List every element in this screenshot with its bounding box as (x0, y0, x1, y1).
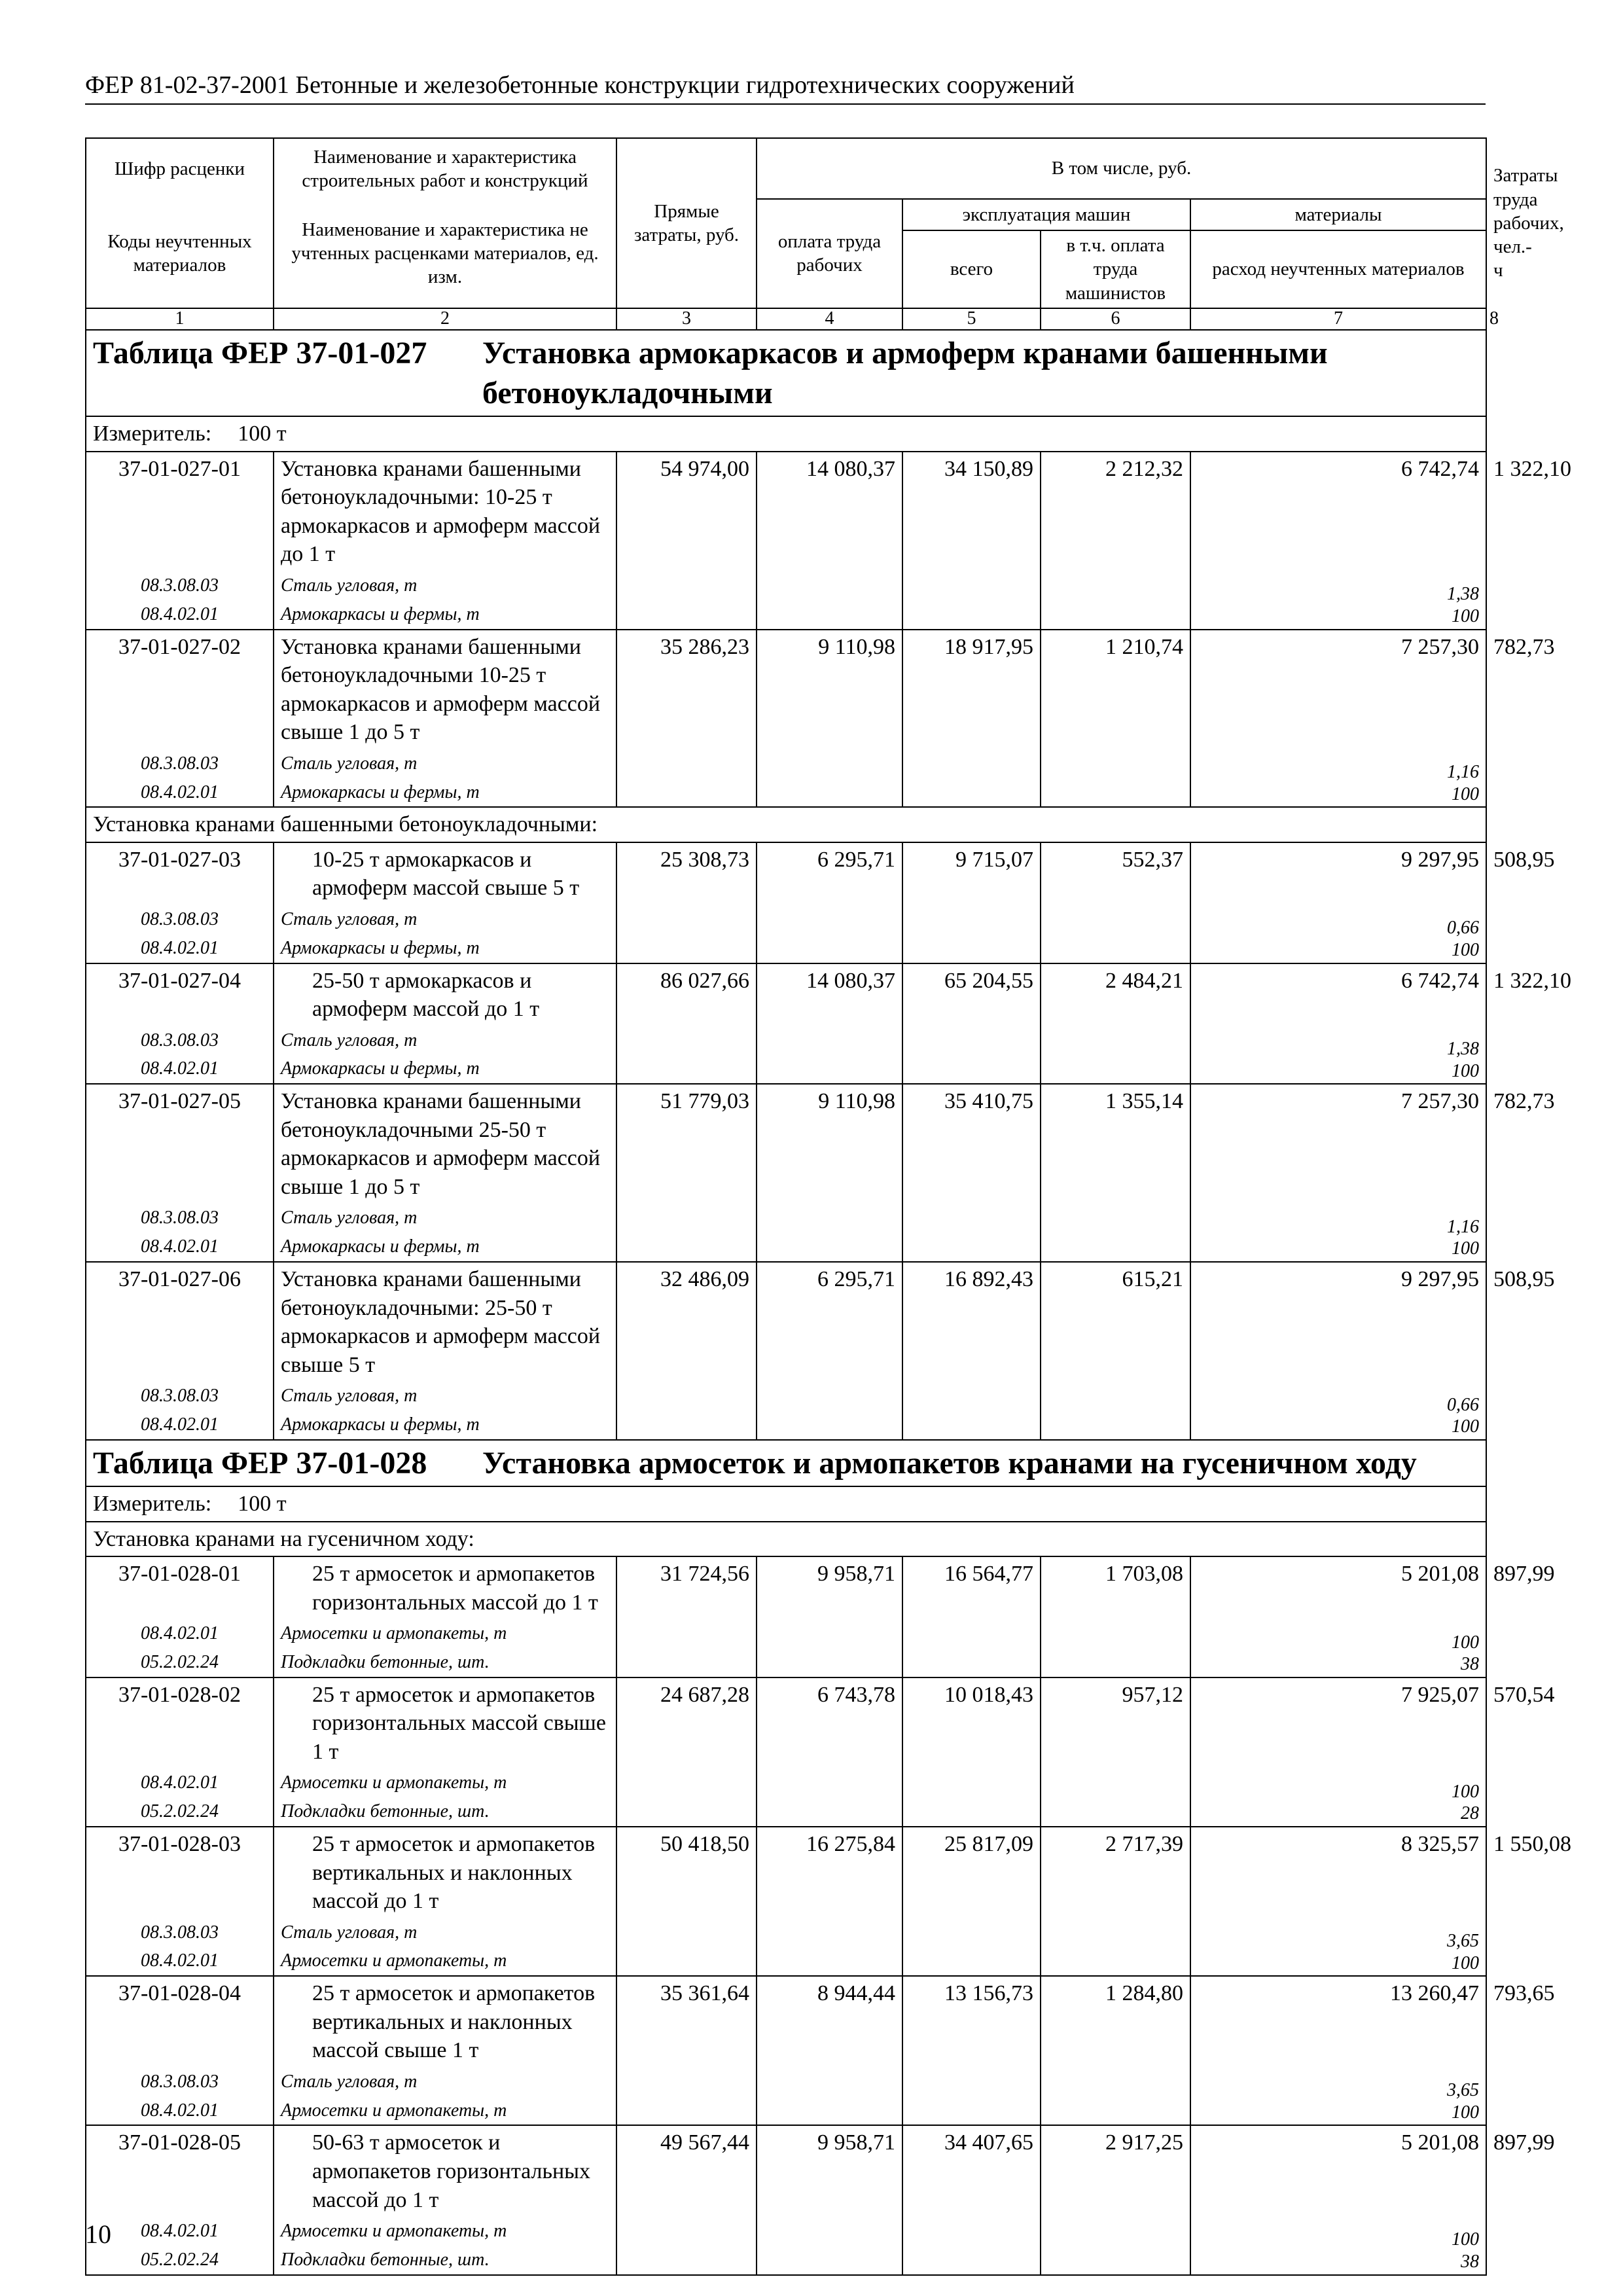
rate-code: 37-01-027-05 (86, 1084, 274, 1204)
material-qty: 1,38 (1447, 584, 1479, 605)
value-mach: 18 917,95 (902, 630, 1041, 808)
page-header: ФЕР 81-02-37-2001 Бетонные и железобетонные конструкции гидротехнических сооружений (85, 71, 1486, 105)
meter (86, 416, 1486, 452)
value-materials (1190, 1556, 1486, 1677)
col-number: 5 (902, 308, 1041, 330)
col-header-code: Шифр расценки (86, 138, 274, 199)
material-code: 08.3.08.03 (86, 1918, 274, 1947)
material-qty: 100 (1452, 1238, 1479, 1259)
material-qty: 3,65 (1447, 2080, 1479, 2101)
value-materials (1190, 1677, 1486, 1827)
material-code: 08.4.02.01 (86, 1410, 274, 1440)
material-qty: 100 (1452, 606, 1479, 627)
table-number: Таблица ФЕР 37-01-027 (93, 335, 427, 370)
table-title-row (86, 330, 1486, 417)
material-code: 08.4.02.01 (86, 778, 274, 808)
material-name: Армокаркасы и фермы, т (274, 1232, 616, 1262)
value-labor: 9 110,98 (757, 1084, 902, 1262)
material-qty: 0,66 (1447, 1394, 1479, 1415)
value-machinists: 1 210,74 (1041, 630, 1190, 808)
value-mach: 16 892,43 (902, 1262, 1041, 1440)
material-name: Армосетки и армопакеты, т (274, 2217, 616, 2246)
value-direct: 25 308,73 (616, 842, 757, 963)
materials-cost: 13 260,47 (1390, 1981, 1479, 2006)
meter (86, 1486, 1486, 1522)
material-qty: 100 (1452, 1632, 1479, 1653)
value-materials (1190, 1976, 1486, 2125)
material-code: 05.2.02.24 (86, 2246, 274, 2275)
value-labor: 9 958,71 (757, 2125, 902, 2274)
meter-label: Измеритель: (93, 1492, 212, 1516)
table-name: Установка армокаркасов и армоферм кранами башенными бетоноукладочными (482, 335, 1328, 410)
material-code: 08.3.08.03 (86, 749, 274, 778)
material-code: 08.4.02.01 (86, 1054, 274, 1084)
meter-value: 100 т (238, 422, 287, 446)
value-mach: 34 150,89 (902, 452, 1041, 630)
value-machinists: 552,37 (1041, 842, 1190, 963)
material-quantities (1452, 1632, 1479, 1676)
table-row: 37-01-028-04 25 т армосеток и армопакетов вертикальных и наклонных массой свыше 1 т 35 361,64 8 944,44 13 156,73 1 284,80 13 260,47 3,65 100 793,65 (86, 1976, 1486, 2068)
value-machinists: 615,21 (1041, 1262, 1190, 1440)
col-header-materials-spend: расход неучтенных материалов (1190, 230, 1486, 308)
value-direct: 49 567,44 (616, 2125, 757, 2274)
materials-cost: 9 297,95 (1401, 847, 1479, 872)
material-name: Сталь угловая, т (274, 1026, 616, 1055)
rate-code: 37-01-027-02 (86, 630, 274, 749)
material-code: 08.4.02.01 (86, 934, 274, 963)
material-name: Подкладки бетонные, шт. (274, 1648, 616, 1677)
value-materials (1190, 1827, 1486, 1976)
rate-code: 37-01-027-06 (86, 1262, 274, 1382)
value-direct: 86 027,66 (616, 963, 757, 1085)
value-labor: 6 295,71 (757, 842, 902, 963)
rate-code: 37-01-027-03 (86, 842, 274, 905)
value-materials (1190, 452, 1486, 630)
material-name: Сталь угловая, т (274, 749, 616, 778)
col-header-mat-codes: Коды неучтенных материалов (86, 199, 274, 308)
rate-code: 37-01-027-04 (86, 963, 274, 1026)
material-qty: 1,16 (1447, 762, 1479, 783)
material-code: 08.4.02.01 (86, 2217, 274, 2246)
material-code: 08.3.08.03 (86, 1204, 274, 1232)
subheading-row (86, 807, 1486, 842)
material-code: 08.4.02.01 (86, 2096, 274, 2126)
material-code: 08.4.02.01 (86, 1619, 274, 1648)
value-labor: 14 080,37 (757, 452, 902, 630)
table-row: 37-01-027-06 Установка кранами башенными бетоноукладочными: 25-50 т армокаркасов и армоферм массой свыше 5 т 32 486,09 6 295,71 16 892,43 615,21 9 297,95 0,66 100 508,95 (86, 1262, 1486, 1382)
value-direct: 24 687,28 (616, 1677, 757, 1827)
material-code: 08.3.08.03 (86, 571, 274, 600)
work-name: 25 т армосеток и армопакетов вертикальных и наклонных массой свыше 1 т (274, 1976, 616, 2068)
material-quantities (1447, 1930, 1479, 1974)
material-qty: 100 (1452, 1060, 1479, 1081)
material-code: 05.2.02.24 (86, 1797, 274, 1827)
value-mach: 10 018,43 (902, 1677, 1041, 1827)
material-name: Подкладки бетонные, шт. (274, 2246, 616, 2275)
value-direct: 50 418,50 (616, 1827, 757, 1976)
material-name: Армокаркасы и фермы, т (274, 600, 616, 630)
work-name: 50-63 т армосеток и армопакетов горизонтальных массой до 1 т (274, 2125, 616, 2217)
material-code: 08.3.08.03 (86, 1026, 274, 1055)
value-machinists: 2 917,25 (1041, 2125, 1190, 2274)
table-number: Таблица ФЕР 37-01-028 (93, 1445, 427, 1480)
material-name: Сталь угловая, т (274, 1382, 616, 1410)
subheading-row (86, 1522, 1486, 1557)
material-quantities (1447, 583, 1479, 627)
col-header-direct: Прямые затраты, руб. (616, 138, 757, 308)
value-machinists: 1 355,14 (1041, 1084, 1190, 1262)
value-materials (1190, 2125, 1486, 2274)
value-direct: 32 486,09 (616, 1262, 757, 1440)
material-qty: 38 (1461, 1654, 1479, 1675)
value-materials (1190, 963, 1486, 1085)
work-name: Установка кранами башенными бетоноукладочными 25-50 т армокаркасов и армоферм массой свыше 1 до 5 т (274, 1084, 616, 1204)
materials-cost: 6 742,74 (1401, 456, 1479, 481)
material-quantities (1452, 1781, 1479, 1825)
value-machinists: 2 717,39 (1041, 1827, 1190, 1976)
value-direct: 35 286,23 (616, 630, 757, 808)
table-name: Установка армосеток и армопакетов кранами на гусеничном ходу (482, 1445, 1417, 1480)
table-row: 37-01-027-01 Установка кранами башенными бетоноукладочными: 10-25 т армокаркасов и армоферм массой до 1 т 54 974,00 14 080,37 34 150,89 2 212,32 6 742,74 1,38 100 1 322,10 (86, 452, 1486, 571)
value-labor: 14 080,37 (757, 963, 902, 1085)
materials-cost: 8 325,57 (1401, 1832, 1479, 1857)
value-mach: 9 715,07 (902, 842, 1041, 963)
value-labor: 6 743,78 (757, 1677, 902, 1827)
table-row: 37-01-028-05 50-63 т армосеток и армопакетов горизонтальных массой до 1 т 49 567,44 9 958,71 34 407,65 2 917,25 5 201,08 100 38 897,99 (86, 2125, 1486, 2217)
materials-cost: 5 201,08 (1401, 2130, 1479, 2155)
materials-cost: 6 742,74 (1401, 968, 1479, 993)
material-code: 05.2.02.24 (86, 1648, 274, 1677)
col-header-name: Наименование и характеристика строительных работ и конструкций (274, 138, 616, 199)
material-qty: 0,66 (1447, 918, 1479, 939)
value-direct: 51 779,03 (616, 1084, 757, 1262)
material-name: Армосетки и армопакеты, т (274, 1946, 616, 1976)
material-name: Армокаркасы и фермы, т (274, 1410, 616, 1440)
value-labor: 6 295,71 (757, 1262, 902, 1440)
materials-cost: 9 297,95 (1401, 1266, 1479, 1291)
work-name: Установка кранами башенными бетоноукладочными: 10-25 т армокаркасов и армоферм массой до 1 т (274, 452, 616, 571)
table-title (86, 1440, 1486, 1486)
col-number: 4 (757, 308, 902, 330)
col-header-machines-total: всего (902, 230, 1041, 308)
material-qty: 28 (1461, 1803, 1479, 1824)
material-name: Армосетки и армопакеты, т (274, 2096, 616, 2126)
col-header-mat-names: Наименование и характеристика не учтенных расценками материалов, ед. изм. (274, 199, 616, 308)
table-title (86, 330, 1486, 417)
material-name: Сталь угловая, т (274, 1204, 616, 1232)
material-code: 08.4.02.01 (86, 1946, 274, 1976)
table-row: 37-01-027-03 10-25 т армокаркасов и армоферм массой свыше 5 т 25 308,73 6 295,71 9 715,07 552,37 9 297,95 0,66 100 508,95 (86, 842, 1486, 905)
col-header-machinists-pay: в т.ч. оплата труда машинистов (1041, 230, 1190, 308)
meter-row (86, 1486, 1486, 1522)
material-qty: 38 (1461, 2251, 1479, 2272)
col-number: 3 (616, 308, 757, 330)
rate-code: 37-01-028-01 (86, 1556, 274, 1619)
col-number: 2 (274, 308, 616, 330)
materials-cost: 7 257,30 (1401, 1089, 1479, 1114)
col-header-machines: эксплуатация машин (902, 199, 1190, 230)
meter-label: Измеритель: (93, 422, 212, 446)
material-name: Подкладки бетонные, шт. (274, 1797, 616, 1827)
value-mach: 65 204,55 (902, 963, 1041, 1085)
rate-code: 37-01-027-01 (86, 452, 274, 571)
value-mach: 13 156,73 (902, 1976, 1041, 2125)
col-number: 1 (86, 308, 274, 330)
work-name: Установка кранами башенными бетоноукладочными 10-25 т армокаркасов и армоферм массой свыше 1 до 5 т (274, 630, 616, 749)
table-row: 37-01-028-02 25 т армосеток и армопакетов горизонтальных массой свыше 1 т 24 687,28 6 743,78 10 018,43 957,12 7 925,07 100 28 570,54 (86, 1677, 1486, 1769)
materials-cost: 7 925,07 (1401, 1682, 1479, 1707)
table-row: 37-01-027-05 Установка кранами башенными бетоноукладочными 25-50 т армокаркасов и армоферм массой свыше 1 до 5 т 51 779,03 9 110,98 35 410,75 1 355,14 7 257,30 1,16 100 782,73 (86, 1084, 1486, 1204)
material-code: 08.3.08.03 (86, 2068, 274, 2096)
value-labor: 9 110,98 (757, 630, 902, 808)
material-name: Сталь угловая, т (274, 571, 616, 600)
table-row: 37-01-027-04 25-50 т армокаркасов и армоферм массой до 1 т 86 027,66 14 080,37 65 204,55 2 484,21 6 742,74 1,38 100 1 322,10 (86, 963, 1486, 1026)
rate-code: 37-01-028-02 (86, 1677, 274, 1769)
rate-code: 37-01-028-03 (86, 1827, 274, 1918)
material-code: 08.3.08.03 (86, 905, 274, 934)
col-number: 7 (1190, 308, 1486, 330)
material-name: Армокаркасы и фермы, т (274, 934, 616, 963)
table-row: 37-01-027-02 Установка кранами башенными бетоноукладочными 10-25 т армокаркасов и армоферм массой свыше 1 до 5 т 35 286,23 9 110,98 18 917,95 1 210,74 7 257,30 1,16 100 782,73 (86, 630, 1486, 749)
material-name: Армокаркасы и фермы, т (274, 1054, 616, 1084)
material-quantities (1447, 1216, 1479, 1260)
rate-code: 37-01-028-04 (86, 1976, 274, 2068)
meter-value: 100 т (238, 1492, 287, 1516)
work-name: 25 т армосеток и армопакетов горизонтальных массой до 1 т (274, 1556, 616, 1619)
table-row: 37-01-028-01 25 т армосеток и армопакетов горизонтальных массой до 1 т 31 724,56 9 958,71 16 564,77 1 703,08 5 201,08 100 38 897,99 (86, 1556, 1486, 1619)
material-code: 08.3.08.03 (86, 1382, 274, 1410)
col-header-incl: В том числе, руб. (757, 138, 1486, 199)
meter-row (86, 416, 1486, 452)
materials-cost: 5 201,08 (1401, 1562, 1479, 1587)
value-machinists: 1 284,80 (1041, 1976, 1190, 2125)
material-qty: 100 (1452, 939, 1479, 960)
material-name: Армокаркасы и фермы, т (274, 778, 616, 808)
material-qty: 100 (1452, 1952, 1479, 1973)
material-qty: 3,65 (1447, 1931, 1479, 1952)
value-machinists: 2 484,21 (1041, 963, 1190, 1085)
work-name: 25 т армосеток и армопакетов горизонтальных массой свыше 1 т (274, 1677, 616, 1769)
material-name: Сталь угловая, т (274, 905, 616, 934)
value-mach: 34 407,65 (902, 2125, 1041, 2274)
material-quantities (1452, 2229, 1479, 2272)
value-direct: 54 974,00 (616, 452, 757, 630)
value-machinists: 1 703,08 (1041, 1556, 1190, 1677)
material-code: 08.4.02.01 (86, 1768, 274, 1797)
value-labor: 16 275,84 (757, 1827, 902, 1976)
material-qty: 100 (1452, 2229, 1479, 2250)
table-row: 37-01-028-03 25 т армосеток и армопакетов вертикальных и наклонных массой до 1 т 50 418,50 16 275,84 25 817,09 2 717,39 8 325,57 3,65 100 1 550,08 (86, 1827, 1486, 1918)
material-code: 08.4.02.01 (86, 600, 274, 630)
page-number: 10 (85, 2219, 111, 2249)
work-name: 25-50 т армокаркасов и армоферм массой до 1 т (274, 963, 616, 1026)
materials-cost: 7 257,30 (1401, 634, 1479, 659)
value-labor: 9 958,71 (757, 1556, 902, 1677)
material-name: Армосетки и армопакеты, т (274, 1768, 616, 1797)
subheading: Установка кранами на гусеничном ходу: (86, 1522, 1486, 1557)
material-qty: 1,38 (1447, 1039, 1479, 1060)
material-quantities (1447, 917, 1479, 961)
value-materials (1190, 842, 1486, 963)
work-name: 10-25 т армокаркасов и армоферм массой свыше 5 т (274, 842, 616, 905)
material-name: Сталь угловая, т (274, 2068, 616, 2096)
material-qty: 100 (1452, 2102, 1479, 2123)
material-name: Сталь угловая, т (274, 1918, 616, 1947)
material-qty: 100 (1452, 783, 1479, 804)
value-materials (1190, 630, 1486, 808)
material-quantities (1447, 1394, 1479, 1438)
material-name: Армосетки и армопакеты, т (274, 1619, 616, 1648)
value-direct: 31 724,56 (616, 1556, 757, 1677)
material-code: 08.4.02.01 (86, 1232, 274, 1262)
work-name: 25 т армосеток и армопакетов вертикальных и наклонных массой до 1 т (274, 1827, 616, 1918)
material-quantities (1447, 1038, 1479, 1082)
material-quantities (1447, 2079, 1479, 2123)
material-quantities (1447, 761, 1479, 805)
work-name: Установка кранами башенными бетоноукладочными: 25-50 т армокаркасов и армоферм массой свыше 5 т (274, 1262, 616, 1382)
material-qty: 1,16 (1447, 1216, 1479, 1237)
col-header-labor-pay: оплата труда рабочих (757, 199, 902, 308)
table-title-row (86, 1440, 1486, 1486)
col-header-materials: материалы (1190, 199, 1486, 230)
value-labor: 8 944,44 (757, 1976, 902, 2125)
value-mach: 25 817,09 (902, 1827, 1041, 1976)
value-direct: 35 361,64 (616, 1976, 757, 2125)
value-machinists: 2 212,32 (1041, 452, 1190, 630)
rates-table: Шифр расценки Наименование и характеристика строительных работ и конструкций Прямые затраты, руб. В том числе, руб. Затраты труда рабочих, чел.-ч Коды неучтенных материалов Наименование и характеристика не учтенных расценками материалов, ед. изм. оплата труда рабочих эксплуатация машин материалы всего в т.ч. оплата труда машинистов расход неучтенных материалов 1 2 3 4 5 6 7 8 Таблица ФЕР 37-01-027 Установка армокаркасов и армоферм кранами башенными бетоноукладочными Измеритель: 100 т 37-01-027-01 Установка кранами башенными бетоноукладочными: 10-25 т армокаркасов и армоферм массой до 1 т 54 974,00 14 080,37 34 150,89 2 212,32 6 742,74 1,38 100 1 322,10 08.3.08.03 Сталь угловая, т 08.4.02.01 Армокаркасы и фермы, т 37-01-027-02 Установка кранами башенными бетоноукладочными 10-25 т армокаркасов и армоферм массой свыше 1 до 5 т 35 286,23 9 110,98 18 917,95 1 210,74 7 257,30 1,16 100 782,73 08.3.08.03 Сталь угловая, т 08.4.02.01 Армокаркасы и фермы, т Установка кранами башенными бетоноукладочными: 37-01-027-03 10-25 т армокаркасов и армоферм массой свыше 5 т 25 308,73 6 295,71 9 715,07 552,37 9 297,95 0,66 100 508,95 08.3.08.03 Сталь угловая, т 08.4.02.01 Армокаркасы и фермы, т 37-01-027-04 25-50 т армокаркасов и армоферм массой до 1 т 86 027,66 14 080,37 65 204,55 2 484,21 6 742,74 1,38 100 1 322,10 08.3.08.03 Сталь угловая, т 08.4.02.01 Армокаркасы и фермы, т 37-01-027-05 Установка кранами башенными бетоноукладочными 25-50 т армокаркасов и армоферм массой свыше 1 до 5 т 51 779,03 9 110,98 35 410,75 1 355,14 7 257,30 1,16 100 782,73 08.3.08.03 Сталь угловая, т 08.4.02.01 Армокаркасы и фермы, т 37-01-027-06 Установка кранами башенными бетоноукладочными: 25-50 т армокаркасов и армоферм массой свыше 5 т 32 486,09 6 295,71 16 892,43 615,21 9 297,95 0,66 100 508,95 08.3.08.03 Сталь угловая, т 08.4.02.01 Армокаркасы и фермы, т Таблица ФЕР 37-01-028 Установка армосеток и армопакетов кранами на гусеничном ходу Измеритель: 100 т Установка кранами на гусеничном ходу: 37-01-028-01 25 т армосеток и армопакетов горизонтальных массой до 1 т 31 724,56 9 958,71 16 564,77 1 703,08 5 201,08 100 38 897,99 08.4.02.01 Армосетки и армопакеты, т 05.2.02.24 Подкладки бетонные, шт. 37-01-028-02 25 т армосеток и армопакетов горизонтальных массой свыше 1 т 24 687,28 6 743,78 10 018,43 957,12 7 925,07 100 28 570,54 08.4.02.01 Армосетки и армопакеты, т 05.2.02.24 Подкладки бетонные, шт. 37-01-028-03 25 т армосеток и армопакетов вертикальных и наклонных массой до 1 т 50 418,50 16 275,84 25 817,09 2 717,39 8 325,57 3,65 100 1 550,08 08.3.08.03 Сталь угловая, т 08.4.02.01 Армосетки и армопакеты, т 37-01-028-04 25 т армосеток и армопакетов вертикальных и наклонных массой свыше 1 т 35 361,64 8 944,44 13 156,73 1 284,80 13 260,47 3,65 100 793,65 08.3.08.03 Сталь угловая, т 08.4.02.01 Армосетки и армопакеты, т 37-01-028-05 50-63 т армосеток и армопакетов горизонтальных массой до 1 т 49 567,44 9 958,71 34 407,65 2 917,25 5 201,08 100 38 897,99 08.4.02.01 Армосетки и армопакеты, т 05.2.02.24 Подкладки бетонные, шт. (85, 137, 1487, 2276)
value-materials (1190, 1084, 1486, 1262)
material-qty: 100 (1452, 1781, 1479, 1802)
material-qty: 100 (1452, 1416, 1479, 1437)
value-machinists: 957,12 (1041, 1677, 1190, 1827)
value-materials (1190, 1262, 1486, 1440)
value-mach: 35 410,75 (902, 1084, 1041, 1262)
subheading: Установка кранами башенными бетоноукладочными: (86, 807, 1486, 842)
col-number: 6 (1041, 308, 1190, 330)
rate-code: 37-01-028-05 (86, 2125, 274, 2217)
value-mach: 16 564,77 (902, 1556, 1041, 1677)
